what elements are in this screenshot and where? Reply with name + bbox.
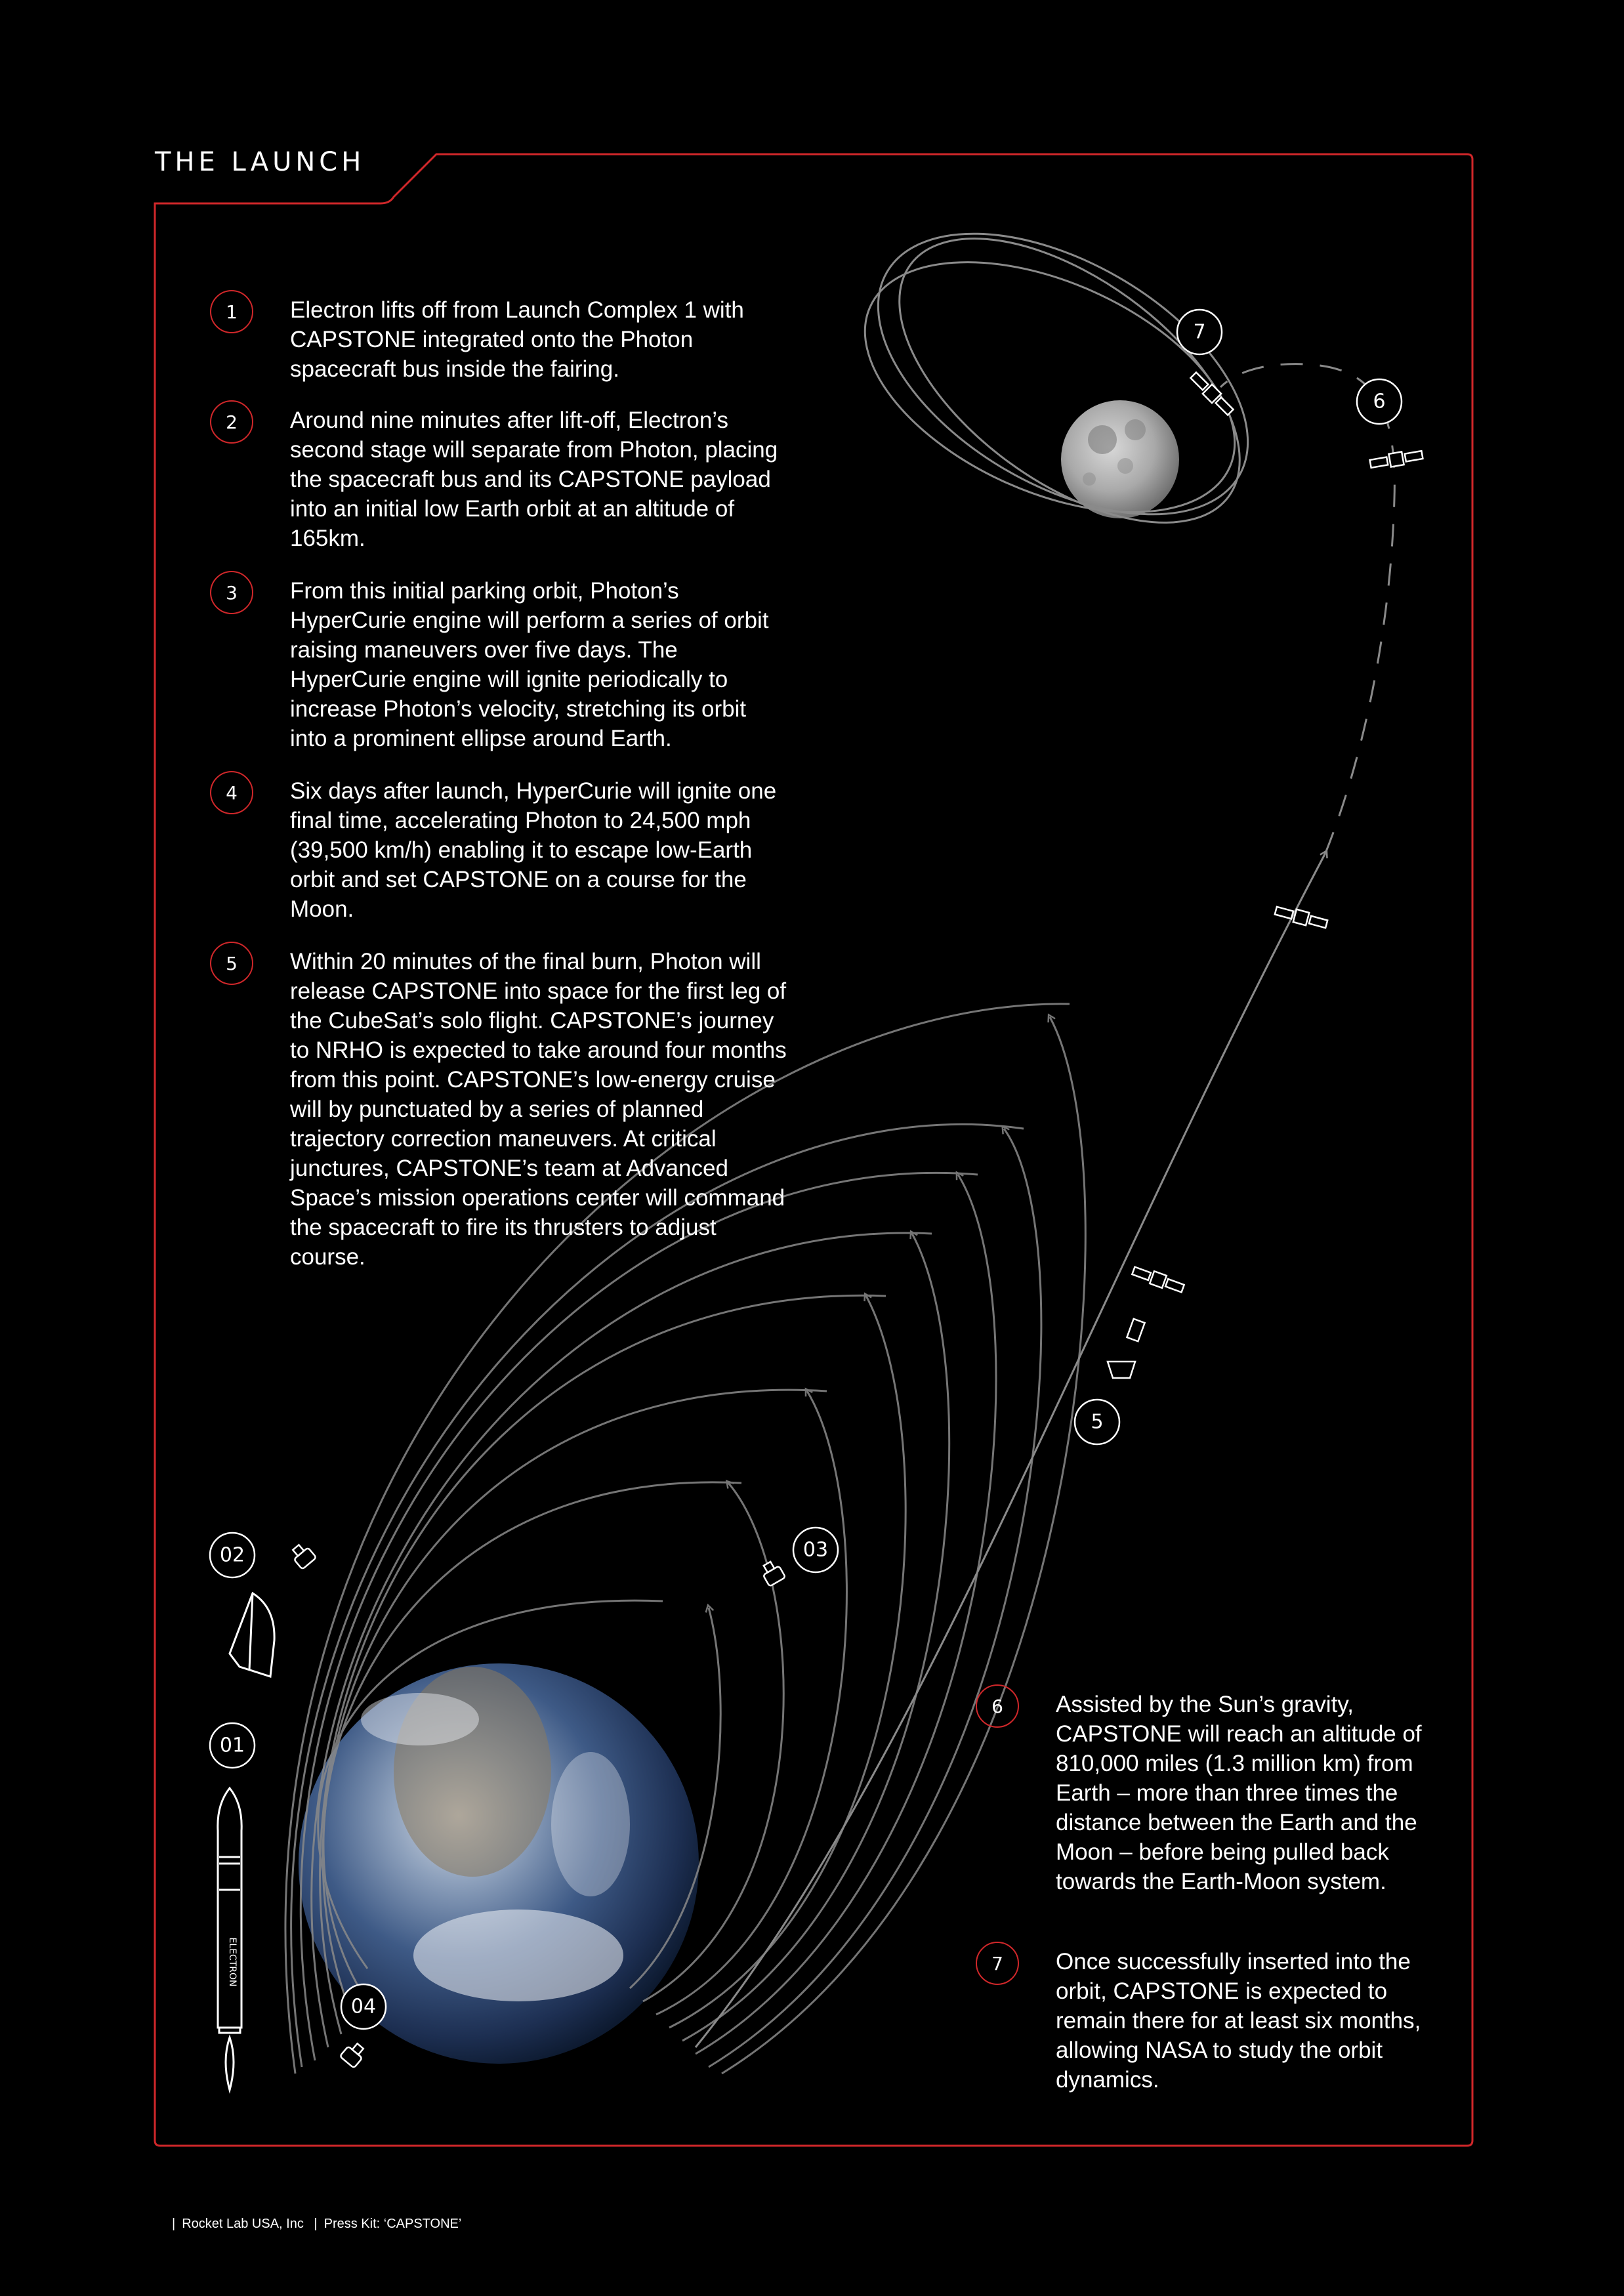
section-title: THE LAUNCH bbox=[155, 147, 365, 177]
marker-7-label: 7 bbox=[1193, 320, 1206, 344]
marker-01-label: 01 bbox=[219, 1734, 245, 1757]
footer-kit: Press Kit: ‘CAPSTONE’ bbox=[323, 2217, 462, 2231]
step-1 bbox=[210, 295, 789, 384]
step-7-text: Once successfully inserted into the orbit, CAPSTONE is expected to remain there for at least six months, allowing NASA to study the orbit dynamics. bbox=[1056, 1949, 1421, 2093]
footer-divider-2: | bbox=[314, 2217, 318, 2231]
step-6 bbox=[976, 1690, 1449, 1896]
step-2-text: Around nine minutes after lift-off, Electron’s second stage will separate from Photon, placing the spacecraft bus and its CAPSTONE payload into an initial low Earth orbit at an altitude of 165km. bbox=[290, 407, 778, 551]
step-4-text: Six days after launch, HyperCurie will ignite one final time, accelerating Photon to 24,500 mph (39,500 km/h) enabling it to escape low-Earth orbit and set CAPSTONE on a course for the Moon. bbox=[290, 778, 777, 922]
diagram-marker-04 bbox=[341, 1984, 386, 2029]
footer-divider-1: | bbox=[172, 2217, 176, 2231]
diagram-marker-5 bbox=[1075, 1400, 1119, 1444]
step-7-badge: 7 bbox=[976, 1942, 1019, 1985]
step-3-badge: 3 bbox=[210, 571, 253, 614]
step-5 bbox=[210, 947, 789, 1272]
step-6-text: Assisted by the Sun’s gravity, CAPSTONE will reach an altitude of 810,000 miles (1.3 million km) from Earth – more than three times the distance between the Earth and the Moon – before being pulled back towards the Earth-Moon system. bbox=[1056, 1692, 1422, 1894]
step-1-text: Electron lifts off from Launch Complex 1 with CAPSTONE integrated onto the Photon spacecraft bus inside the fairing. bbox=[290, 297, 744, 382]
marker-02-label: 02 bbox=[219, 1543, 245, 1567]
step-5-text: Within 20 minutes of the final burn, Photon will release CAPSTONE into space for the first leg of the CubeSat’s solo flight. CAPSTONE’s journey to NRHO is expected to take around four months from this point. CAPSTONE’s low-energy cruise will by punctuated by a series of planned trajectory correction maneuvers. At critical junctures, CAPSTONE’s team at Advanced Space’s mission operations center will command the spacecraft to fire its thrusters to adjust course. bbox=[290, 949, 787, 1270]
footer-company: Rocket Lab USA, Inc bbox=[182, 2217, 304, 2231]
step-5-badge: 5 bbox=[210, 942, 253, 985]
second-stage-icon bbox=[230, 1593, 274, 1677]
marker-04-label: 04 bbox=[350, 1995, 377, 2018]
nrho-orbits bbox=[827, 176, 1295, 579]
moon-image bbox=[1061, 400, 1179, 518]
step-7 bbox=[976, 1947, 1449, 2095]
electron-rocket-icon bbox=[218, 1788, 241, 2090]
footer bbox=[172, 2217, 468, 2232]
diagram-marker-01 bbox=[210, 1723, 255, 1768]
diagram-marker-03 bbox=[793, 1528, 838, 1572]
marker-6-label: 6 bbox=[1373, 390, 1386, 413]
diagram-marker-6 bbox=[1357, 379, 1402, 424]
marker-03-label: 03 bbox=[802, 1538, 829, 1562]
step-3 bbox=[210, 576, 789, 753]
diagram-marker-02 bbox=[210, 1533, 255, 1577]
step-2 bbox=[210, 406, 789, 553]
step-3-text: From this initial parking orbit, Photon’s HyperCurie engine will perform a series of orbit raising maneuvers over five days. The HyperCurie engine will ignite periodically to increase Photon’s velocity, stretching its orbit into a prominent ellipse around Earth. bbox=[290, 578, 769, 751]
step-6-badge: 6 bbox=[976, 1684, 1019, 1728]
step-4-badge: 4 bbox=[210, 771, 253, 814]
step-2-badge: 2 bbox=[210, 400, 253, 444]
marker-5-label: 5 bbox=[1091, 1410, 1104, 1434]
step-4 bbox=[210, 776, 789, 924]
rocket-text: ELECTRON bbox=[227, 1937, 238, 1987]
step-1-badge: 1 bbox=[210, 290, 253, 333]
diagram-marker-7 bbox=[1177, 310, 1222, 354]
